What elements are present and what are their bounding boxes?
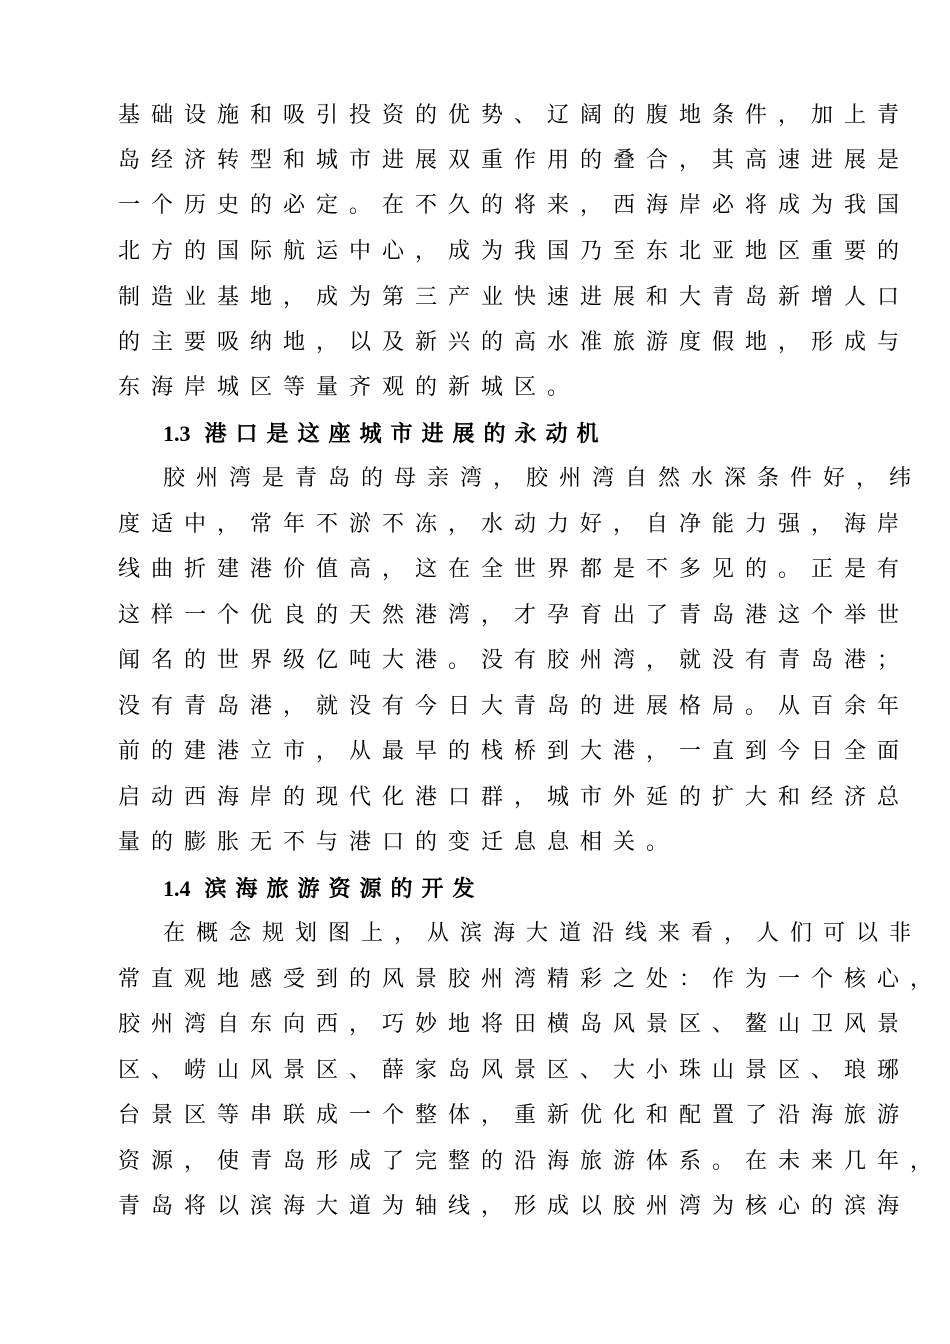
paragraph-line: 的主要吸纳地，以及新兴的高水准旅游度假地，形成与 <box>118 330 911 355</box>
paragraph-line: 这样一个优良的天然港湾，才孕育出了青岛港这个举世 <box>118 603 911 628</box>
section-title: 滨海旅游资源的开发 <box>204 876 484 902</box>
paragraph-line: 岛经济转型和城市进展双重作用的叠合，其高速进展是 <box>118 148 911 173</box>
paragraph-line: 量的膨胀无不与港口的变迁息息相关。 <box>118 830 680 855</box>
paragraph-line: 制造业基地，成为第三产业快速进展和大青岛新增人口 <box>118 285 911 310</box>
paragraph-line: 度适中，常年不淤不冻，水动力好，自净能力强，海岸 <box>118 512 911 537</box>
paragraph-line: 北方的国际航运中心，成为我国乃至东北亚地区重要的 <box>118 239 911 264</box>
paragraph-line: 胶州湾是青岛的母亲湾，胶州湾自然水深条件好，纬 <box>163 466 923 491</box>
paragraph-line: 线曲折建港价值高，这在全世界都是不多见的。正是有 <box>118 557 911 582</box>
paragraph-line: 基础设施和吸引投资的优势、辽阔的腹地条件，加上青 <box>118 103 911 128</box>
paragraph-line: 没有青岛港，就没有今日大青岛的进展格局。从百余年 <box>118 694 911 719</box>
paragraph-line: 东海岸城区等量齐观的新城区。 <box>118 375 581 400</box>
paragraph-line: 在概念规划图上，从滨海大道沿线来看，人们可以非 <box>163 921 923 946</box>
paragraph-line: 资源，使青岛形成了完整的沿海旅游体系。在未来几年， <box>118 1149 944 1174</box>
paragraph-line: 启动西海岸的现代化港口群，城市外延的扩大和经济总 <box>118 785 911 810</box>
paragraph-line: 一个历史的必定。在不久的将来，西海岸必将成为我国 <box>118 193 911 218</box>
paragraph-line: 台景区等串联成一个整体，重新优化和配置了沿海旅游 <box>118 1103 911 1128</box>
paragraph-line: 常直观地感受到的风景胶州湾精彩之处：作为一个核心， <box>118 967 944 992</box>
section-number: 1.3 <box>163 421 191 446</box>
paragraph-line: 胶州湾自东向西，巧妙地将田横岛风景区、鳌山卫风景 <box>118 1012 911 1037</box>
paragraph-line: 区、崂山风景区、薛家岛风景区、大小珠山景区、琅琊 <box>118 1058 911 1083</box>
section-heading <box>163 419 608 449</box>
section-title: 港口是这座城市进展的永动机 <box>204 421 608 447</box>
section-number: 1.4 <box>163 876 191 901</box>
paragraph-line: 青岛将以滨海大道为轴线，形成以胶州湾为核心的滨海 <box>118 1194 911 1219</box>
paragraph-line: 前的建港立市，从最早的栈桥到大港，一直到今日全面 <box>118 739 911 764</box>
section-heading <box>163 874 484 904</box>
paragraph-line: 闻名的世界级亿吨大港。没有胶州湾，就没有青岛港； <box>118 648 911 673</box>
